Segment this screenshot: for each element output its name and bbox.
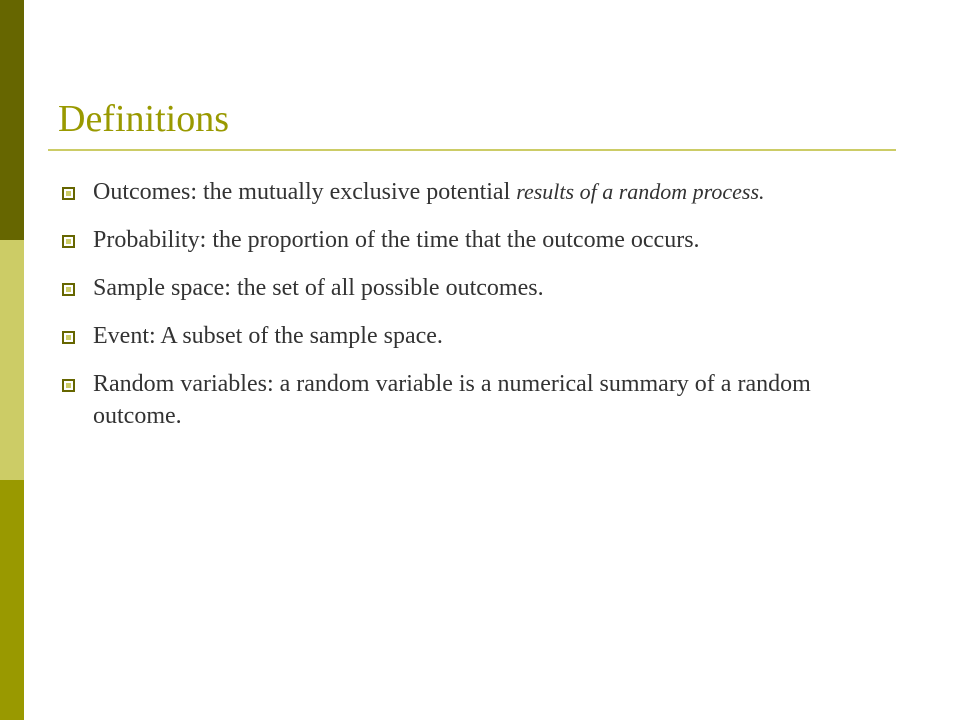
bullet-item-event: [60, 320, 900, 352]
slide-title: Definitions: [58, 98, 229, 140]
bullet-item-random-variables: [60, 368, 900, 432]
bullet-list: [60, 176, 900, 448]
title-underline: [48, 149, 896, 151]
square-bullet-icon: [62, 379, 75, 392]
bullet-text: Sample space: the set of all possible outcomes.: [93, 275, 544, 301]
bullet-item-sample-space: [60, 272, 900, 304]
bullet-text: Outcomes: the mutually exclusive potential: [93, 179, 517, 205]
side-accent-bar: [0, 0, 24, 720]
bullet-text-italic: results of a random process.: [516, 179, 765, 204]
bullet-text: Random variables: a random variable is a numerical summary of a random outcome.: [93, 371, 811, 429]
bullet-item-outcomes: [60, 176, 900, 208]
side-bar-bottom-segment: [0, 480, 24, 720]
square-bullet-icon: [62, 235, 75, 248]
square-bullet-icon: [62, 283, 75, 296]
side-bar-top-segment: [0, 0, 24, 240]
bullet-text: Probability: the proportion of the time that the outcome occurs.: [93, 227, 700, 253]
square-bullet-icon: [62, 331, 75, 344]
bullet-item-probability: [60, 224, 900, 256]
side-bar-middle-segment: [0, 240, 24, 480]
bullet-text: Event: A subset of the sample space.: [93, 323, 443, 349]
square-bullet-icon: [62, 187, 75, 200]
